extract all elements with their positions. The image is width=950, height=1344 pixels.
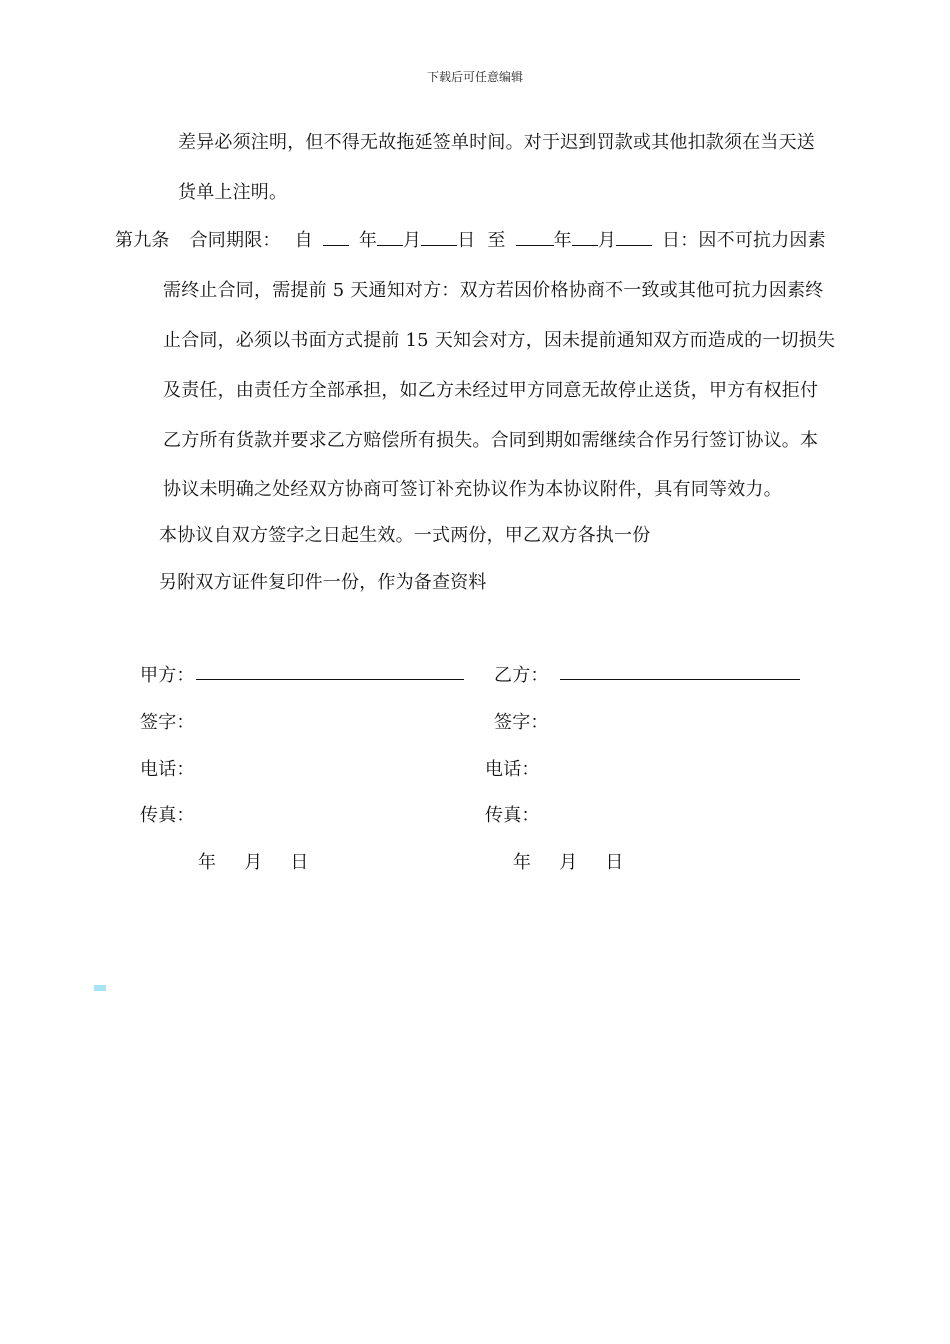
effective-clause: 本协议自双方签字之日起生效。一式两份，甲乙双方各执一份 xyxy=(159,525,651,546)
party-a-signature-line xyxy=(196,679,464,680)
clause9-line-1: 需终止合同，需提前 5 天通知对方：双方若因价格协商不一致或其他可抗力因素终 xyxy=(163,280,824,301)
clause8-line-2: 货单上注明。 xyxy=(178,182,288,203)
clause9-from: 自 xyxy=(294,230,313,251)
end-day-blank xyxy=(616,231,652,246)
party-a-label: 甲方： xyxy=(140,665,195,686)
clause9-day-1: 日 xyxy=(457,230,476,251)
party-b-label: 乙方： xyxy=(494,665,549,686)
start-year-blank xyxy=(323,231,349,246)
party-b-month: 月 xyxy=(559,852,578,873)
party-a-month: 月 xyxy=(244,852,263,873)
attachment-note: 另附双方证件复印件一份，作为备查资料 xyxy=(159,572,487,593)
clause9-month-2: 月 xyxy=(597,230,617,251)
clause9-to: 至 xyxy=(487,230,506,251)
clause9-line-3: 及责任，由责任方全部承担，如乙方未经过甲方同意无故停止送货，甲方有权拒付 xyxy=(163,380,819,401)
party-a-phone-label: 电话： xyxy=(140,759,195,780)
clause9-line-2: 止合同，必须以书面方式提前 15 天知会对方，因未提前通知双方而造成的一切损失 xyxy=(163,330,836,351)
clause9-title: 合同期限： xyxy=(189,230,281,251)
party-b-date xyxy=(513,848,624,874)
party-b-day: 日 xyxy=(605,852,624,873)
party-b-fax-label: 传真： xyxy=(485,805,540,826)
start-month-blank xyxy=(377,231,403,246)
clause9-line-4: 乙方所有货款并要求乙方赔偿所有损失。合同到期如需继续合作另行签订协议。本 xyxy=(163,430,819,451)
party-a-year: 年 xyxy=(198,852,217,873)
end-month-blank xyxy=(572,231,598,246)
clause9-heading xyxy=(115,226,826,252)
clause9-line-5: 协议未明确之处经双方协商可签订补充协议作为本协议附件，具有同等效力。 xyxy=(163,479,782,500)
party-a-fax-label: 传真： xyxy=(140,805,195,826)
page-header-note: 下载后可任意编辑 xyxy=(426,70,523,84)
clause9-day-end: 日：因不可抗力因素 xyxy=(662,230,826,251)
clause9-month-1: 月 xyxy=(403,230,422,251)
start-day-blank xyxy=(421,231,457,246)
party-b-signature-line xyxy=(560,679,800,680)
end-year-blank xyxy=(516,231,554,246)
party-b-year: 年 xyxy=(513,852,532,873)
clause9-year-2: 年 xyxy=(553,230,572,251)
party-b-sign-label: 签字： xyxy=(494,712,549,733)
clause9-year-1: 年 xyxy=(358,230,378,251)
clause8-line-1: 差异必须注明，但不得无故拖延签单时间。对于迟到罚款或其他扣款须在当天送 xyxy=(178,132,815,153)
party-a-date xyxy=(198,848,309,874)
party-a-sign-label: 签字： xyxy=(140,712,195,733)
party-a-day: 日 xyxy=(290,852,309,873)
cursor-marker xyxy=(94,985,106,991)
clause9-label: 第九条 xyxy=(115,230,170,251)
party-b-phone-label: 电话： xyxy=(485,759,540,780)
